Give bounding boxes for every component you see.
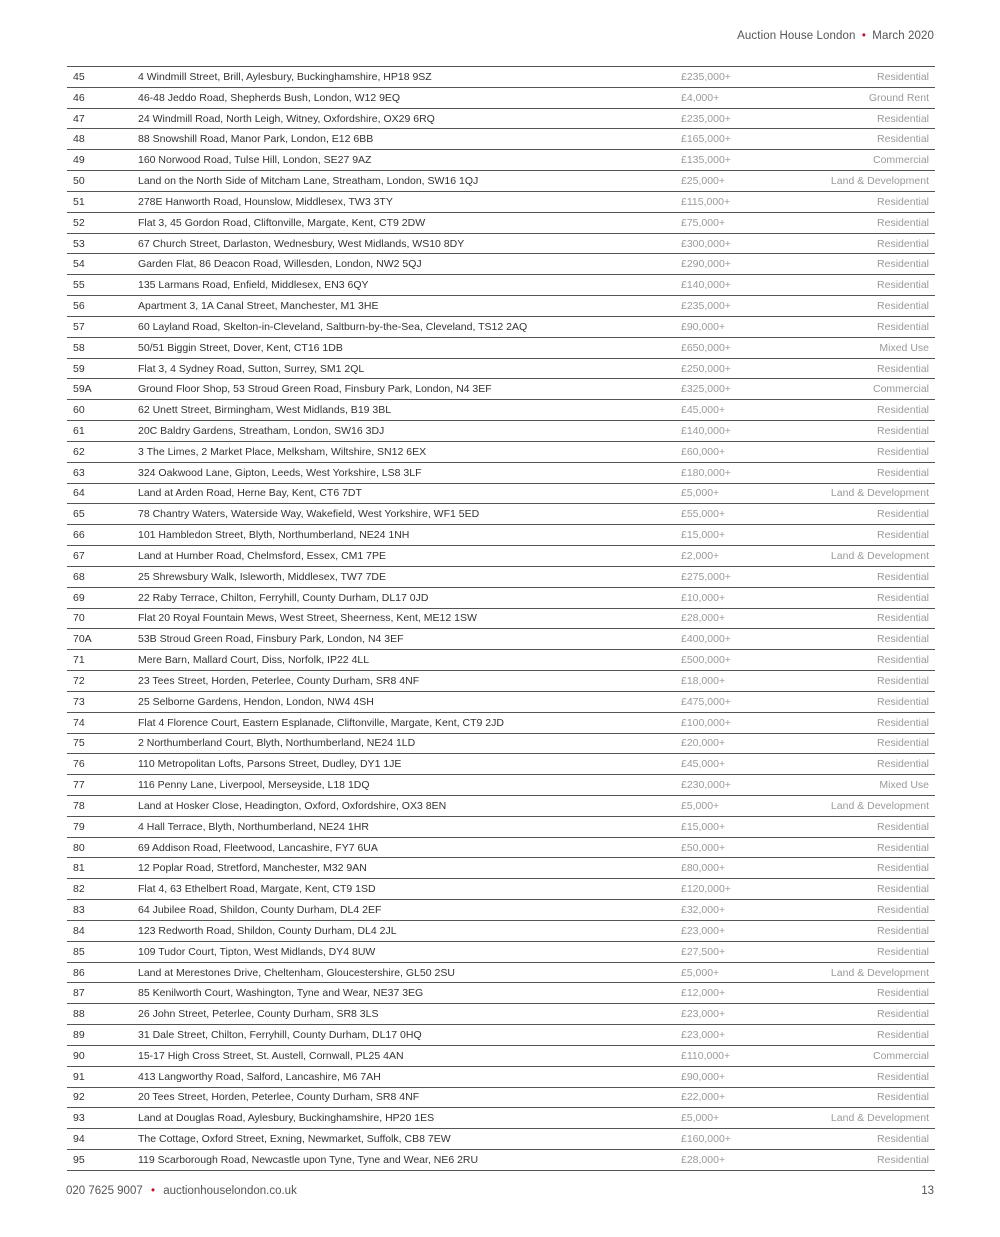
lot-category: Residential [877, 570, 929, 583]
lot-address: 53B Stroud Green Road, Finsbury Park, London, N4 3EF [138, 633, 404, 646]
lot-category: Residential [877, 1133, 929, 1146]
lot-row [67, 109, 935, 130]
lot-address: 50/51 Biggin Street, Dover, Kent, CT16 1DB [138, 341, 343, 354]
footer-website: auctionhouselondon.co.uk [163, 1185, 297, 1197]
lot-guide-price: £650,000+ [681, 341, 731, 354]
lot-address: 15-17 High Cross Street, St. Austell, Cornwall, PL25 4AN [138, 1049, 404, 1062]
lot-guide-price: £230,000+ [681, 779, 731, 792]
lot-address: Land at Arden Road, Herne Bay, Kent, CT6 7DT [138, 487, 362, 500]
lot-address: Land at Douglas Road, Aylesbury, Buckinghamshire, HP20 1ES [138, 1112, 435, 1125]
lot-category: Residential [877, 1091, 929, 1104]
lot-number: 70 [73, 612, 85, 625]
lot-address: 46-48 Jeddo Road, Shepherds Bush, London, W12 9EQ [138, 91, 401, 104]
lot-row [67, 379, 935, 400]
header-date: March 2020 [872, 30, 934, 42]
lot-row [67, 817, 935, 838]
lot-category: Residential [877, 237, 929, 250]
lot-address: 413 Langworthy Road, Salford, Lancashire, M6 7AH [138, 1070, 381, 1083]
lot-row [67, 1150, 935, 1171]
lot-address: 25 Selborne Gardens, Hendon, London, NW4 4SH [138, 695, 374, 708]
lot-address: Land at Humber Road, Chelmsford, Essex, CM1 7PE [138, 549, 387, 562]
lot-category: Residential [877, 633, 929, 646]
lot-number: 59A [73, 383, 92, 396]
lot-category: Residential [877, 404, 929, 417]
lot-category: Residential [877, 529, 929, 542]
lot-address: 160 Norwood Road, Tulse Hill, London, SE27 9AZ [138, 154, 372, 167]
lot-number: 76 [73, 758, 85, 771]
lot-row [67, 1088, 935, 1109]
lot-category: Residential [877, 258, 929, 271]
lot-guide-price: £2,000+ [680, 549, 720, 562]
lot-guide-price: £500,000+ [681, 654, 731, 667]
lot-row [67, 796, 935, 817]
lot-guide-price: £27,500+ [681, 945, 726, 958]
lot-category: Commercial [872, 1049, 929, 1062]
lot-guide-price: £235,000+ [681, 70, 731, 83]
lot-guide-price: £180,000+ [681, 466, 731, 479]
lot-guide-price: £20,000+ [681, 737, 726, 750]
lot-address: 12 Poplar Road, Stretford, Manchester, M32 9AN [138, 862, 367, 875]
lot-category: Commercial [872, 154, 929, 167]
lot-category: Residential [877, 508, 929, 521]
lot-category: Mixed Use [879, 779, 929, 792]
lot-guide-price: £135,000+ [681, 154, 731, 167]
lot-category: Residential [877, 320, 929, 333]
lot-number: 48 [73, 133, 85, 146]
lot-row [67, 858, 935, 879]
lot-address: 20C Baldry Gardens, Streatham, London, SW16 3DJ [138, 424, 385, 437]
lot-guide-price: £45,000+ [681, 758, 726, 771]
lot-category: Residential [877, 987, 929, 1000]
lot-address: 25 Shrewsbury Walk, Isleworth, Middlesex, TW7 7DE [138, 570, 387, 583]
lot-number: 90 [73, 1049, 85, 1062]
lot-address: 22 Raby Terrace, Chilton, Ferryhill, County Durham, DL17 0JD [138, 591, 429, 604]
lot-guide-price: £18,000+ [681, 674, 726, 687]
lot-row [67, 983, 935, 1004]
lot-address: 26 John Street, Peterlee, County Durham, SR8 3LS [138, 1008, 379, 1021]
lot-guide-price: £90,000+ [681, 320, 726, 333]
lot-guide-price: £165,000+ [681, 133, 731, 146]
lot-number: 57 [73, 320, 85, 333]
lot-row [67, 525, 935, 546]
lot-guide-price: £250,000+ [681, 362, 731, 375]
lot-row [67, 296, 935, 317]
lot-address: 135 Larmans Road, Enfield, Middlesex, EN3 6QY [138, 279, 369, 292]
lot-category: Residential [877, 758, 929, 771]
lot-number: 72 [73, 674, 85, 687]
lot-address: Flat 4, 63 Ethelbert Road, Margate, Kent, CT9 1SD [138, 883, 376, 896]
lot-guide-price: £120,000+ [681, 883, 731, 896]
lot-row [67, 942, 935, 963]
lot-guide-price: £10,000+ [681, 591, 726, 604]
lot-number: 73 [73, 695, 85, 708]
lot-row [67, 234, 935, 255]
lot-row [67, 879, 935, 900]
lot-address: 4 Hall Terrace, Blyth, Northumberland, NE24 1HR [138, 820, 369, 833]
lot-number: 71 [73, 654, 85, 667]
lot-category: Residential [877, 133, 929, 146]
lot-guide-price: £100,000+ [681, 716, 731, 729]
lot-category: Residential [877, 362, 929, 375]
lot-category: Land & Development [830, 966, 929, 979]
lot-category: Residential [877, 924, 929, 937]
lot-number: 45 [73, 70, 85, 83]
lot-guide-price: £75,000+ [681, 216, 726, 229]
lot-category: Land & Development [830, 549, 929, 562]
lot-category: Residential [877, 216, 929, 229]
lot-number: 88 [73, 1008, 85, 1021]
lot-number: 62 [73, 445, 85, 458]
lot-guide-price: £22,000+ [681, 1091, 726, 1104]
lot-row [67, 504, 935, 525]
lot-address: 62 Unett Street, Birmingham, West Midlands, B19 3BL [138, 404, 392, 417]
lot-address: 60 Layland Road, Skelton-in-Cleveland, Saltburn-by-the-Sea, Cleveland, TS12 2AQ [138, 320, 528, 333]
lot-number: 50 [73, 175, 85, 188]
lot-guide-price: £290,000+ [681, 258, 731, 271]
lot-guide-price: £55,000+ [681, 508, 726, 521]
lot-guide-price: £300,000+ [681, 237, 731, 250]
lot-address: 110 Metropolitan Lofts, Parsons Street, Dudley, DY1 1JE [138, 758, 402, 771]
lot-guide-price: £32,000+ [681, 904, 726, 917]
lot-guide-price: £50,000+ [681, 841, 726, 854]
lot-guide-price: £25,000+ [680, 175, 726, 188]
lot-category: Ground Rent [868, 91, 929, 104]
lot-category: Residential [877, 862, 929, 875]
lot-address: The Cottage, Oxford Street, Exning, Newmarket, Suffolk, CB8 7EW [138, 1133, 451, 1146]
lot-row [67, 213, 935, 234]
lot-address: 101 Hambledon Street, Blyth, Northumberland, NE24 1NH [138, 529, 410, 542]
lot-row [67, 1108, 935, 1129]
lot-row [67, 129, 935, 150]
lot-category: Residential [877, 424, 929, 437]
lot-guide-price: £235,000+ [681, 300, 731, 313]
lot-number: 69 [73, 591, 85, 604]
lot-number: 85 [73, 945, 85, 958]
lot-guide-price: £5,000+ [680, 966, 720, 979]
lot-number: 81 [73, 862, 85, 875]
lot-guide-price: £475,000+ [681, 695, 731, 708]
lot-category: Residential [877, 695, 929, 708]
lot-row [67, 192, 935, 213]
page-header [737, 30, 934, 42]
lot-address: Land on the North Side of Mitcham Lane, Streatham, London, SW16 1QJ [138, 175, 479, 188]
lot-guide-price: £5,000+ [680, 487, 720, 500]
page-number: 13 [921, 1185, 934, 1197]
lot-address: 67 Church Street, Darlaston, Wednesbury, West Midlands, WS10 8DY [138, 237, 465, 250]
lot-guide-price: £110,000+ [681, 1049, 731, 1062]
lot-address: Flat 20 Royal Fountain Mews, West Street, Sheerness, Kent, ME12 1SW [138, 612, 477, 625]
lot-row [67, 546, 935, 567]
lot-category: Land & Development [830, 175, 929, 188]
lot-row [67, 317, 935, 338]
lot-address: 69 Addison Road, Fleetwood, Lancashire, FY7 6UA [138, 841, 378, 854]
lot-number: 92 [73, 1091, 85, 1104]
lot-category: Residential [877, 883, 929, 896]
lot-row [67, 609, 935, 630]
lot-guide-price: £400,000+ [681, 633, 731, 646]
lot-row [67, 484, 935, 505]
lot-number: 70A [73, 633, 92, 646]
lot-category: Residential [877, 591, 929, 604]
lot-number: 53 [73, 237, 85, 250]
lot-category: Residential [877, 1029, 929, 1041]
lot-number: 86 [73, 966, 85, 979]
lot-address: Apartment 3, 1A Canal Street, Manchester, M1 3HE [138, 300, 379, 313]
lot-address: Mere Barn, Mallard Court, Diss, Norfolk, IP22 4LL [138, 654, 370, 667]
lot-row [67, 463, 935, 484]
lot-guide-price: £23,000+ [681, 924, 726, 937]
footer-phone: 020 7625 9007 [66, 1185, 143, 1197]
lot-number: 60 [73, 404, 85, 417]
lot-guide-price: £5,000+ [680, 1112, 720, 1125]
lot-category: Residential [877, 300, 929, 313]
lot-row [67, 442, 935, 463]
lot-number: 61 [73, 424, 85, 437]
lot-number: 59 [73, 362, 85, 375]
lot-number: 89 [73, 1029, 85, 1041]
lot-number: 79 [73, 820, 85, 833]
lot-row [67, 171, 935, 192]
lot-row [67, 900, 935, 921]
lot-row [67, 1046, 935, 1067]
lot-row [67, 629, 935, 650]
lot-number: 51 [73, 195, 85, 208]
lot-guide-price: £235,000+ [681, 112, 731, 125]
lot-category: Residential [877, 820, 929, 833]
lot-number: 83 [73, 904, 85, 917]
header-separator: • [861, 30, 866, 42]
lot-row [67, 338, 935, 359]
lot-row [67, 150, 935, 171]
lot-guide-price: £23,000+ [681, 1029, 726, 1041]
lot-row [67, 88, 935, 109]
lot-guide-price: £60,000+ [681, 445, 726, 458]
lot-address: Flat 3, 45 Gordon Road, Cliftonville, Margate, Kent, CT9 2DW [138, 216, 426, 229]
lot-category: Land & Development [830, 799, 929, 812]
header-title: Auction House London [737, 30, 856, 42]
lot-category: Residential [877, 716, 929, 729]
footer-separator: • [150, 1185, 155, 1197]
lot-row [67, 775, 935, 796]
lot-number: 54 [73, 258, 85, 271]
lot-address: Ground Floor Shop, 53 Stroud Green Road, Finsbury Park, London, N4 3EF [138, 383, 492, 396]
lot-row [67, 963, 935, 984]
lot-number: 77 [73, 779, 85, 792]
lot-row [67, 400, 935, 421]
lot-row [67, 67, 935, 88]
lot-number: 78 [73, 799, 85, 812]
lot-number: 56 [73, 300, 85, 313]
lot-address: 24 Windmill Road, North Leigh, Witney, Oxfordshire, OX29 6RQ [138, 112, 435, 125]
lot-address: Flat 3, 4 Sydney Road, Sutton, Surrey, SM1 2QL [138, 362, 365, 375]
lot-address: 278E Hanworth Road, Hounslow, Middlesex, TW3 3TY [138, 195, 393, 208]
lot-guide-price: £325,000+ [681, 383, 731, 396]
lot-guide-price: £140,000+ [681, 424, 731, 437]
lot-row [67, 754, 935, 775]
lot-row [67, 1025, 935, 1046]
lot-address: 23 Tees Street, Horden, Peterlee, County Durham, SR8 4NF [138, 674, 420, 687]
lot-address: 85 Kenilworth Court, Washington, Tyne and Wear, NE37 3EG [138, 987, 424, 1000]
lot-row [67, 650, 935, 671]
lot-category: Residential [877, 612, 929, 625]
lot-number: 55 [73, 279, 85, 292]
lot-row [67, 1004, 935, 1025]
lot-address: Garden Flat, 86 Deacon Road, Willesden, London, NW2 5QJ [138, 258, 422, 271]
lot-category: Land & Development [830, 487, 929, 500]
lot-guide-price: £140,000+ [681, 279, 731, 292]
lot-guide-price: £15,000+ [681, 820, 726, 833]
lot-address: 119 Scarborough Road, Newcastle upon Tyne, Tyne and Wear, NE6 2RU [138, 1153, 479, 1166]
lot-address: 123 Redworth Road, Shildon, County Durham, DL4 2JL [138, 924, 397, 937]
lot-address: 31 Dale Street, Chilton, Ferryhill, County Durham, DL17 0HQ [138, 1029, 422, 1041]
lot-category: Residential [877, 466, 929, 479]
lot-address: Land at Hosker Close, Headington, Oxford, Oxfordshire, OX3 8EN [138, 799, 447, 812]
lot-address: 64 Jubilee Road, Shildon, County Durham, DL4 2EF [138, 904, 382, 917]
lot-category: Residential [877, 1008, 929, 1021]
lot-category: Commercial [872, 383, 929, 396]
lot-category: Residential [877, 195, 929, 208]
lot-category: Residential [877, 945, 929, 958]
lot-address: 78 Chantry Waters, Waterside Way, Wakefield, West Yorkshire, WF1 5ED [138, 508, 480, 521]
lot-guide-price: £160,000+ [681, 1133, 731, 1146]
lot-number: 66 [73, 529, 85, 542]
lot-address: Flat 4 Florence Court, Eastern Esplanade, Cliftonville, Margate, Kent, CT9 2JD [138, 716, 504, 729]
lot-number: 93 [73, 1112, 85, 1125]
lot-address: 88 Snowshill Road, Manor Park, London, E12 6BB [138, 133, 374, 146]
lot-address: 324 Oakwood Lane, Gipton, Leeds, West Yorkshire, LS8 3LF [138, 466, 422, 479]
lot-number: 65 [73, 508, 85, 521]
lot-guide-price: £28,000+ [681, 1153, 726, 1166]
lot-address: Land at Merestones Drive, Cheltenham, Gloucestershire, GL50 2SU [138, 966, 455, 979]
lot-row [67, 921, 935, 942]
lot-guide-price: £275,000+ [681, 570, 731, 583]
lot-number: 87 [73, 987, 85, 1000]
lot-category: Residential [877, 737, 929, 750]
lot-number: 64 [73, 487, 85, 500]
lot-row [67, 254, 935, 275]
lot-number: 68 [73, 570, 85, 583]
lot-address: 116 Penny Lane, Liverpool, Merseyside, L18 1DQ [138, 779, 370, 792]
lot-row [67, 692, 935, 713]
lot-row [67, 713, 935, 734]
lots-table [67, 66, 935, 1171]
lot-category: Land & Development [830, 1112, 929, 1125]
lot-category: Residential [877, 654, 929, 667]
lot-row [67, 567, 935, 588]
lot-guide-price: £90,000+ [681, 1070, 726, 1083]
lot-address: 109 Tudor Court, Tipton, West Midlands, DY4 8UW [138, 945, 376, 958]
lot-row [67, 838, 935, 859]
lot-category: Residential [877, 904, 929, 917]
lot-number: 74 [73, 716, 85, 729]
lot-number: 58 [73, 341, 85, 354]
lot-number: 63 [73, 466, 85, 479]
lot-category: Residential [877, 1153, 929, 1166]
lot-number: 80 [73, 841, 85, 854]
lot-number: 52 [73, 216, 85, 229]
lot-category: Mixed Use [879, 341, 929, 354]
lot-row [67, 1129, 935, 1150]
lot-number: 75 [73, 737, 85, 750]
lot-address: 2 Northumberland Court, Blyth, Northumberland, NE24 1LD [138, 737, 416, 750]
lot-row [67, 359, 935, 380]
lot-guide-price: £115,000+ [681, 195, 731, 208]
lot-number: 91 [73, 1070, 85, 1083]
lot-guide-price: £45,000+ [681, 404, 726, 417]
lot-row [67, 275, 935, 296]
lot-guide-price: £80,000+ [681, 862, 726, 875]
lot-row [67, 734, 935, 755]
lot-guide-price: £4,000+ [681, 91, 720, 104]
lot-category: Residential [877, 279, 929, 292]
lot-address: 3 The Limes, 2 Market Place, Melksham, Wiltshire, SN12 6EX [138, 445, 427, 458]
page-footer-contact [66, 1185, 297, 1197]
lot-guide-price: £12,000+ [681, 987, 726, 1000]
lot-number: 46 [73, 91, 85, 104]
lot-number: 47 [73, 112, 85, 125]
lot-category: Residential [877, 674, 929, 687]
lot-number: 49 [73, 154, 85, 167]
lot-category: Residential [877, 841, 929, 854]
lot-row [67, 588, 935, 609]
lot-guide-price: £23,000+ [681, 1008, 726, 1021]
lot-address: 20 Tees Street, Horden, Peterlee, County Durham, SR8 4NF [138, 1091, 420, 1104]
lot-guide-price: £15,000+ [681, 529, 726, 542]
lot-number: 67 [73, 549, 85, 562]
lot-row [67, 1067, 935, 1088]
lot-number: 95 [73, 1153, 85, 1166]
lot-category: Residential [877, 1070, 929, 1083]
lot-number: 94 [73, 1133, 85, 1146]
lot-category: Residential [877, 112, 929, 125]
lot-number: 84 [73, 924, 85, 937]
lot-guide-price: £28,000+ [681, 612, 726, 625]
lot-category: Residential [877, 70, 929, 83]
lot-guide-price: £5,000+ [680, 799, 720, 812]
lot-number: 82 [73, 883, 85, 896]
lot-row [67, 671, 935, 692]
lot-category: Residential [877, 445, 929, 458]
lot-row [67, 421, 935, 442]
lot-address: 4 Windmill Street, Brill, Aylesbury, Buckinghamshire, HP18 9SZ [138, 70, 432, 83]
